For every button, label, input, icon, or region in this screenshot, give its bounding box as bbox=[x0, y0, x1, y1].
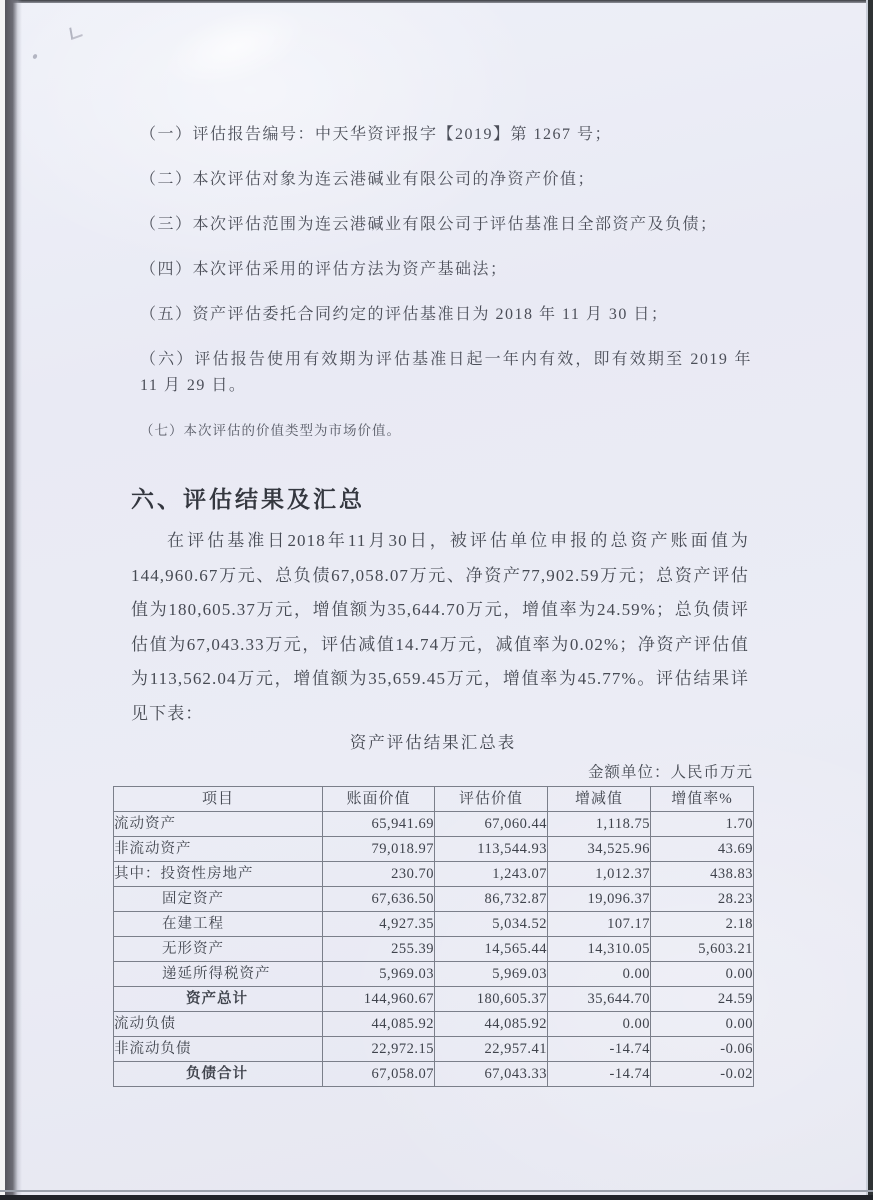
row-label: 流动负债 bbox=[114, 1012, 323, 1037]
cell-appraised-value: 44,085.92 bbox=[435, 1012, 548, 1037]
cell-book-value: 67,058.07 bbox=[323, 1062, 435, 1087]
cell-change: 1,118.75 bbox=[548, 812, 651, 837]
cell-appraised-value: 5,969.03 bbox=[435, 962, 548, 987]
cell-appraised-value: 14,565.44 bbox=[435, 937, 548, 962]
table-row bbox=[114, 812, 754, 837]
clause-5: （五）资产评估委托合同约定的评估基准日为 2018 年 11 月 30 日； bbox=[140, 306, 669, 323]
table-row bbox=[114, 912, 754, 937]
cell-change-rate: -0.02 bbox=[651, 1062, 754, 1087]
cell-book-value: 4,927.35 bbox=[323, 912, 435, 937]
cell-change-rate: 28.23 bbox=[651, 887, 754, 912]
table-row-total-liabilities bbox=[114, 1062, 754, 1087]
scan-edge-right bbox=[868, 0, 873, 1200]
cell-appraised-value: 67,043.33 bbox=[435, 1062, 548, 1087]
clause-2: （二）本次评估对象为连云港碱业有限公司的净资产价值； bbox=[140, 171, 596, 188]
cell-book-value: 144,960.67 bbox=[323, 987, 435, 1012]
row-label: 固定资产 bbox=[114, 887, 323, 912]
table-row bbox=[114, 937, 754, 962]
cell-appraised-value: 113,544.93 bbox=[435, 837, 548, 862]
asset-appraisal-summary-table bbox=[113, 786, 754, 1087]
col-header-item: 项目 bbox=[114, 787, 323, 812]
cell-change-rate: 438.83 bbox=[651, 862, 754, 887]
scan-edge-bottom bbox=[0, 1195, 873, 1200]
col-header-change-rate: 增值率% bbox=[651, 787, 754, 812]
scan-edge-top bbox=[4, 0, 873, 3]
table-row-total-assets bbox=[114, 987, 754, 1012]
row-label: 流动资产 bbox=[114, 812, 323, 837]
paper-crease-mark bbox=[69, 24, 82, 40]
cell-change-rate: 5,603.21 bbox=[651, 937, 754, 962]
cell-change: -14.74 bbox=[548, 1037, 651, 1062]
cell-change: 1,012.37 bbox=[548, 862, 651, 887]
cell-change-rate: 43.69 bbox=[651, 837, 754, 862]
cell-change: 0.00 bbox=[548, 1012, 651, 1037]
row-label: 非流动负债 bbox=[114, 1037, 323, 1062]
col-header-change: 增减值 bbox=[548, 787, 651, 812]
cell-book-value: 22,972.15 bbox=[323, 1037, 435, 1062]
cell-appraised-value: 86,732.87 bbox=[435, 887, 548, 912]
cell-appraised-value: 180,605.37 bbox=[435, 987, 548, 1012]
table-row bbox=[114, 962, 754, 987]
cell-change-rate: -0.06 bbox=[651, 1037, 754, 1062]
scan-edge-left-shadow bbox=[5, 0, 22, 1200]
paper-speck bbox=[32, 53, 38, 59]
cell-appraised-value: 5,034.52 bbox=[435, 912, 548, 937]
col-header-book-value: 账面价值 bbox=[323, 787, 435, 812]
cell-book-value: 67,636.50 bbox=[323, 887, 435, 912]
cell-appraised-value: 1,243.07 bbox=[435, 862, 548, 887]
clause-6: （六）评估报告使用有效期为评估基准日起一年内有效，即有效期至 2019 年 11 月 29 日。 bbox=[140, 351, 752, 394]
clause-3: （三）本次评估范围为连云港碱业有限公司于评估基准日全部资产及负债； bbox=[140, 216, 718, 233]
cell-appraised-value: 67,060.44 bbox=[435, 812, 548, 837]
cell-book-value: 44,085.92 bbox=[323, 1012, 435, 1037]
cell-appraised-value: 22,957.41 bbox=[435, 1037, 548, 1062]
numbered-clause-list bbox=[140, 122, 752, 463]
cell-book-value: 5,969.03 bbox=[323, 962, 435, 987]
cell-book-value: 65,941.69 bbox=[323, 812, 435, 837]
table-row bbox=[114, 862, 754, 887]
col-header-appraised-value: 评估价值 bbox=[435, 787, 548, 812]
clause-7: （七）本次评估的价值类型为市场价值。 bbox=[140, 423, 401, 438]
table-row bbox=[114, 1012, 754, 1037]
cell-book-value: 79,018.97 bbox=[323, 837, 435, 862]
cell-change-rate: 0.00 bbox=[651, 1012, 754, 1037]
paper-crease bbox=[153, 0, 317, 103]
cell-change: 19,096.37 bbox=[548, 887, 651, 912]
table-unit-note: 金额单位：人民币万元 bbox=[587, 764, 753, 781]
table-row bbox=[114, 1037, 754, 1062]
cell-change-rate: 2.18 bbox=[651, 912, 754, 937]
row-label: 无形资产 bbox=[114, 937, 323, 962]
cell-change-rate: 24.59 bbox=[651, 987, 754, 1012]
cell-change: 0.00 bbox=[548, 962, 651, 987]
clause-4: （四）本次评估采用的评估方法为资产基础法； bbox=[140, 261, 508, 278]
row-label: 非流动资产 bbox=[114, 837, 323, 862]
row-label: 在建工程 bbox=[114, 912, 323, 937]
cell-change: 34,525.96 bbox=[548, 837, 651, 862]
cell-change: 14,310.05 bbox=[548, 937, 651, 962]
cell-change: 107.17 bbox=[548, 912, 651, 937]
table-header-row bbox=[114, 787, 754, 812]
cell-change-rate: 0.00 bbox=[651, 962, 754, 987]
row-label: 负债合计 bbox=[114, 1062, 323, 1087]
cell-change: -14.74 bbox=[548, 1062, 651, 1087]
cell-book-value: 255.39 bbox=[323, 937, 435, 962]
row-label: 资产总计 bbox=[114, 987, 323, 1012]
cell-change: 35,644.70 bbox=[548, 987, 651, 1012]
row-label: 其中：投资性房地产 bbox=[114, 862, 323, 887]
cell-book-value: 230.70 bbox=[323, 862, 435, 887]
clause-1: （一）评估报告编号：中天华资评报字【2019】第 1267 号； bbox=[140, 126, 613, 143]
cell-change-rate: 1.70 bbox=[651, 812, 754, 837]
section-heading: 六、评估结果及汇总 bbox=[131, 486, 365, 512]
row-label: 递延所得税资产 bbox=[114, 962, 323, 987]
scan-edge-bottom-line bbox=[0, 1190, 873, 1192]
table-row bbox=[114, 887, 754, 912]
table-title: 资产评估结果汇总表 bbox=[349, 733, 517, 752]
table-row bbox=[114, 837, 754, 862]
summary-paragraph: 在评估基准日2018年11月30日，被评估单位申报的总资产账面值为144,960.67万元、总负债67,058.07万元、净资产77,902.59万元；总资产评估值为180,605.37万元，增值额为35,644.70万元，增值率为24.59%；总负债评估值为67,043.33万元，评估减值14.74万元，减值率为0.02%；净资产评估值为113,562.04万元，增值额为35,659.45万元，增值率为45.77%。评估结果详见下表： bbox=[131, 531, 749, 723]
